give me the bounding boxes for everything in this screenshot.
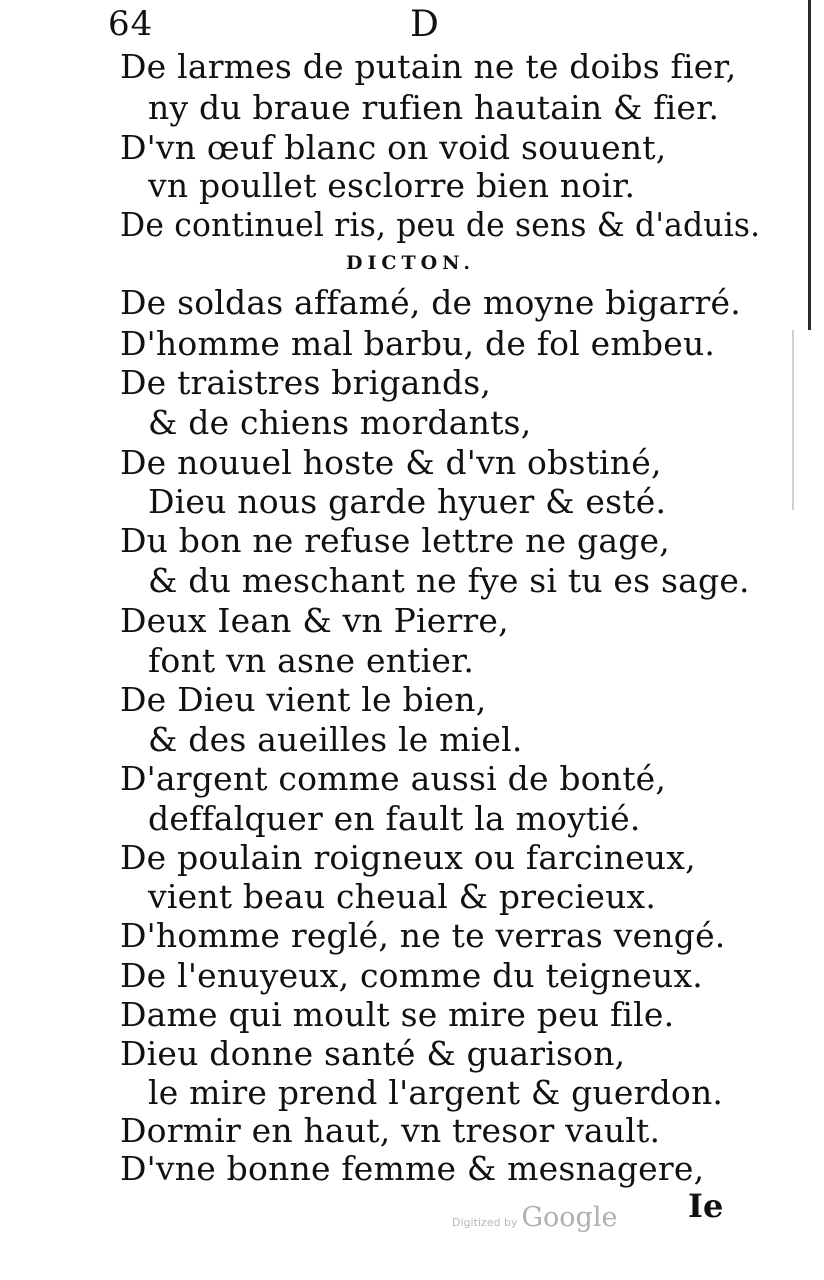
verse-line: vient beau cheual & precieux.	[148, 877, 657, 916]
page-number: 64	[108, 4, 154, 44]
verse-line: D'vne bonne femme & mesnagere,	[120, 1149, 705, 1188]
verse-line: De soldas affamé, de moyne bigarré.	[120, 283, 741, 322]
verse-line: & de chiens mordants,	[148, 403, 532, 442]
verse-line: deffalquer en fault la moytié.	[148, 799, 641, 838]
verse-line: Dame qui moult se mire peu file.	[120, 995, 675, 1034]
verse-line: D'homme reglé, ne te verras vengé.	[120, 916, 726, 955]
verse-line: Dieu nous garde hyuer & esté.	[148, 482, 667, 521]
verse-line: De continuel ris, peu de sens & d'aduis.	[120, 205, 761, 244]
page-edge-shadow	[808, 0, 811, 330]
verse-line: D'homme mal barbu, de fol embeu.	[120, 324, 716, 363]
verse-line: vn poullet esclorre bien noir.	[148, 166, 636, 205]
verse-line: De nouuel hoste & d'vn obstiné,	[120, 443, 662, 482]
verse-line: le mire prend l'argent & guerdon.	[148, 1073, 724, 1112]
verse-line: De traistres brigands,	[120, 363, 492, 402]
section-heading: DICTON.	[346, 252, 475, 274]
verse-line: Deux Iean & vn Pierre,	[120, 601, 509, 640]
verse-line: Dieu donne santé & guarison,	[120, 1034, 626, 1073]
verse-line: ny du braue rufien hautain & fier.	[148, 88, 720, 127]
verse-line: D'argent comme aussi de bonté,	[120, 759, 667, 798]
page-edge-shade	[792, 330, 794, 510]
watermark-brand: Google	[521, 1202, 618, 1233]
verse-line: De l'enuyeux, comme du teigneux.	[120, 956, 703, 995]
verse-line: Du bon ne refuse lettre ne gage,	[120, 521, 670, 560]
digitized-watermark	[452, 1202, 617, 1233]
verse-line: De larmes de putain ne te doibs fier,	[120, 47, 737, 86]
verse-line: De Dieu vient le bien,	[120, 680, 487, 719]
running-head: D	[410, 4, 439, 45]
verse-line: Dormir en haut, vn tresor vault.	[120, 1111, 661, 1150]
verse-line: D'vn œuf blanc on void souuent,	[120, 128, 667, 167]
verse-line: & des aueilles le miel.	[148, 720, 523, 759]
watermark-prefix: Digitized by	[452, 1216, 518, 1229]
verse-line: font vn asne entier.	[148, 641, 475, 680]
verse-line: De poulain roigneux ou farcineux,	[120, 838, 696, 877]
catchword: Ie	[688, 1187, 724, 1225]
verse-line: & du meschant ne fye si tu es sage.	[148, 561, 750, 600]
